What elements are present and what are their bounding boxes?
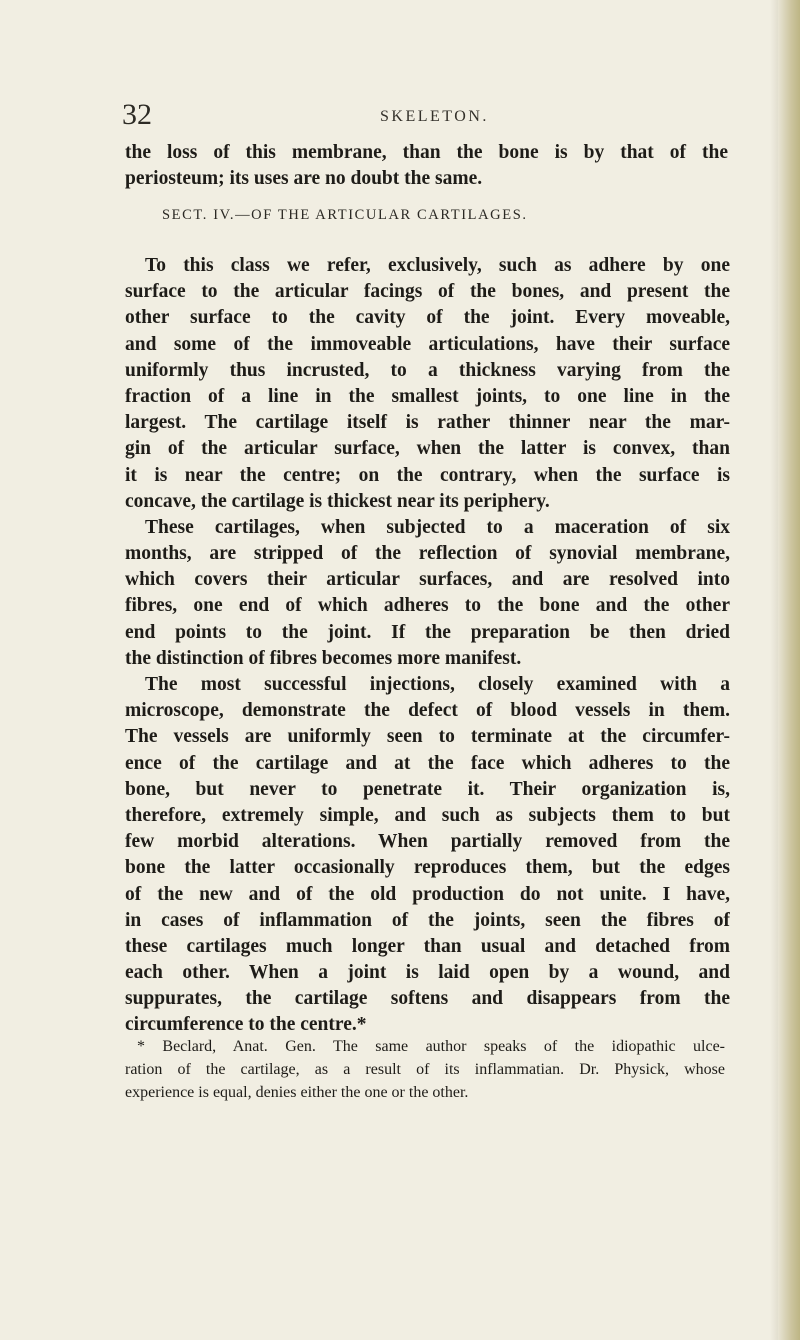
running-title: SKELETON. bbox=[380, 108, 489, 125]
text-line: of the new and of the old production do not unite. I have, bbox=[125, 883, 730, 905]
footnote-line: ration of the cartilage, as a result of its inflammatian. Dr. Physick, whose bbox=[125, 1061, 725, 1078]
footnote-line: experience is equal, denies either the one or the other. bbox=[125, 1084, 469, 1101]
text-line: microscope, demonstrate the defect of blood vessels in them. bbox=[125, 700, 730, 722]
text-line: surface to the articular facings of the bones, and present the bbox=[125, 281, 730, 303]
text-line: each other. When a joint is laid open by a wound, and bbox=[125, 962, 730, 984]
text-line: uniformly thus incrusted, to a thickness varying from the bbox=[125, 359, 730, 381]
text-line: other surface to the cavity of the joint. Every moveable, bbox=[125, 307, 730, 329]
text-line: The most successful injections, closely examined with a bbox=[145, 674, 730, 695]
text-line: these cartilages much longer than usual and detached from bbox=[125, 935, 730, 957]
page-header bbox=[122, 96, 732, 136]
text-line: the loss of this membrane, than the bone is by that of the bbox=[125, 142, 728, 163]
text-line: therefore, extremely simple, and such as subjects them to but bbox=[125, 804, 730, 826]
footnote-line: * Beclard, Anat. Gen. The same author speaks of the idiopathic ulce- bbox=[137, 1038, 725, 1055]
page-number: 32 bbox=[122, 98, 152, 131]
text-line: largest. The cartilage itself is rather thinner near the mar- bbox=[125, 412, 730, 434]
text-line: periosteum; its uses are no doubt the same. bbox=[125, 168, 483, 190]
intro-paragraph bbox=[125, 140, 728, 192]
text-line: bone the latter occasionally reproduces them, but the edges bbox=[125, 857, 730, 879]
text-line: fibres, one end of which adheres to the bone and the other bbox=[125, 595, 730, 617]
section-heading: SECT. IV.—OF THE ARTICULAR CARTILAGES. bbox=[162, 207, 528, 223]
page-edge bbox=[778, 0, 800, 1340]
text-line: ence of the cartilage and at the face which adheres to the bbox=[125, 752, 730, 774]
text-line: fraction of a line in the smallest joints, to one line in the bbox=[125, 385, 730, 407]
text-line: end points to the joint. If the preparation be then dried bbox=[125, 621, 730, 643]
text-line: the distinction of fibres becomes more manifest. bbox=[125, 647, 522, 669]
text-line: few morbid alterations. When partially removed from the bbox=[125, 831, 730, 853]
text-line: concave, the cartilage is thickest near its periphery. bbox=[125, 490, 550, 512]
text-line: To this class we refer, exclusively, such as adhere by one bbox=[145, 255, 730, 276]
text-line: which covers their articular surfaces, and are resolved into bbox=[125, 569, 730, 591]
page-gutter-shadow bbox=[770, 0, 778, 1340]
text-line: The vessels are uniformly seen to terminate at the circumfer- bbox=[125, 726, 730, 748]
text-line: These cartilages, when subjected to a maceration of six bbox=[145, 516, 730, 538]
text-line: circumference to the centre.* bbox=[125, 1014, 367, 1036]
text-line: months, are stripped of the reflection of synovial membrane, bbox=[125, 543, 730, 565]
text-line: suppurates, the cartilage softens and disappears from the bbox=[125, 988, 730, 1010]
text-line: it is near the centre; on the contrary, when the surface is bbox=[125, 464, 730, 486]
text-line: gin of the articular surface, when the latter is convex, than bbox=[125, 438, 730, 460]
text-line: in cases of inflammation of the joints, seen the fibres of bbox=[125, 909, 730, 931]
text-line: and some of the immoveable articulations, have their surface bbox=[125, 333, 730, 355]
text-line: bone, but never to penetrate it. Their organization is, bbox=[125, 778, 730, 800]
footnote bbox=[125, 1035, 725, 1104]
section-body bbox=[125, 253, 730, 1039]
